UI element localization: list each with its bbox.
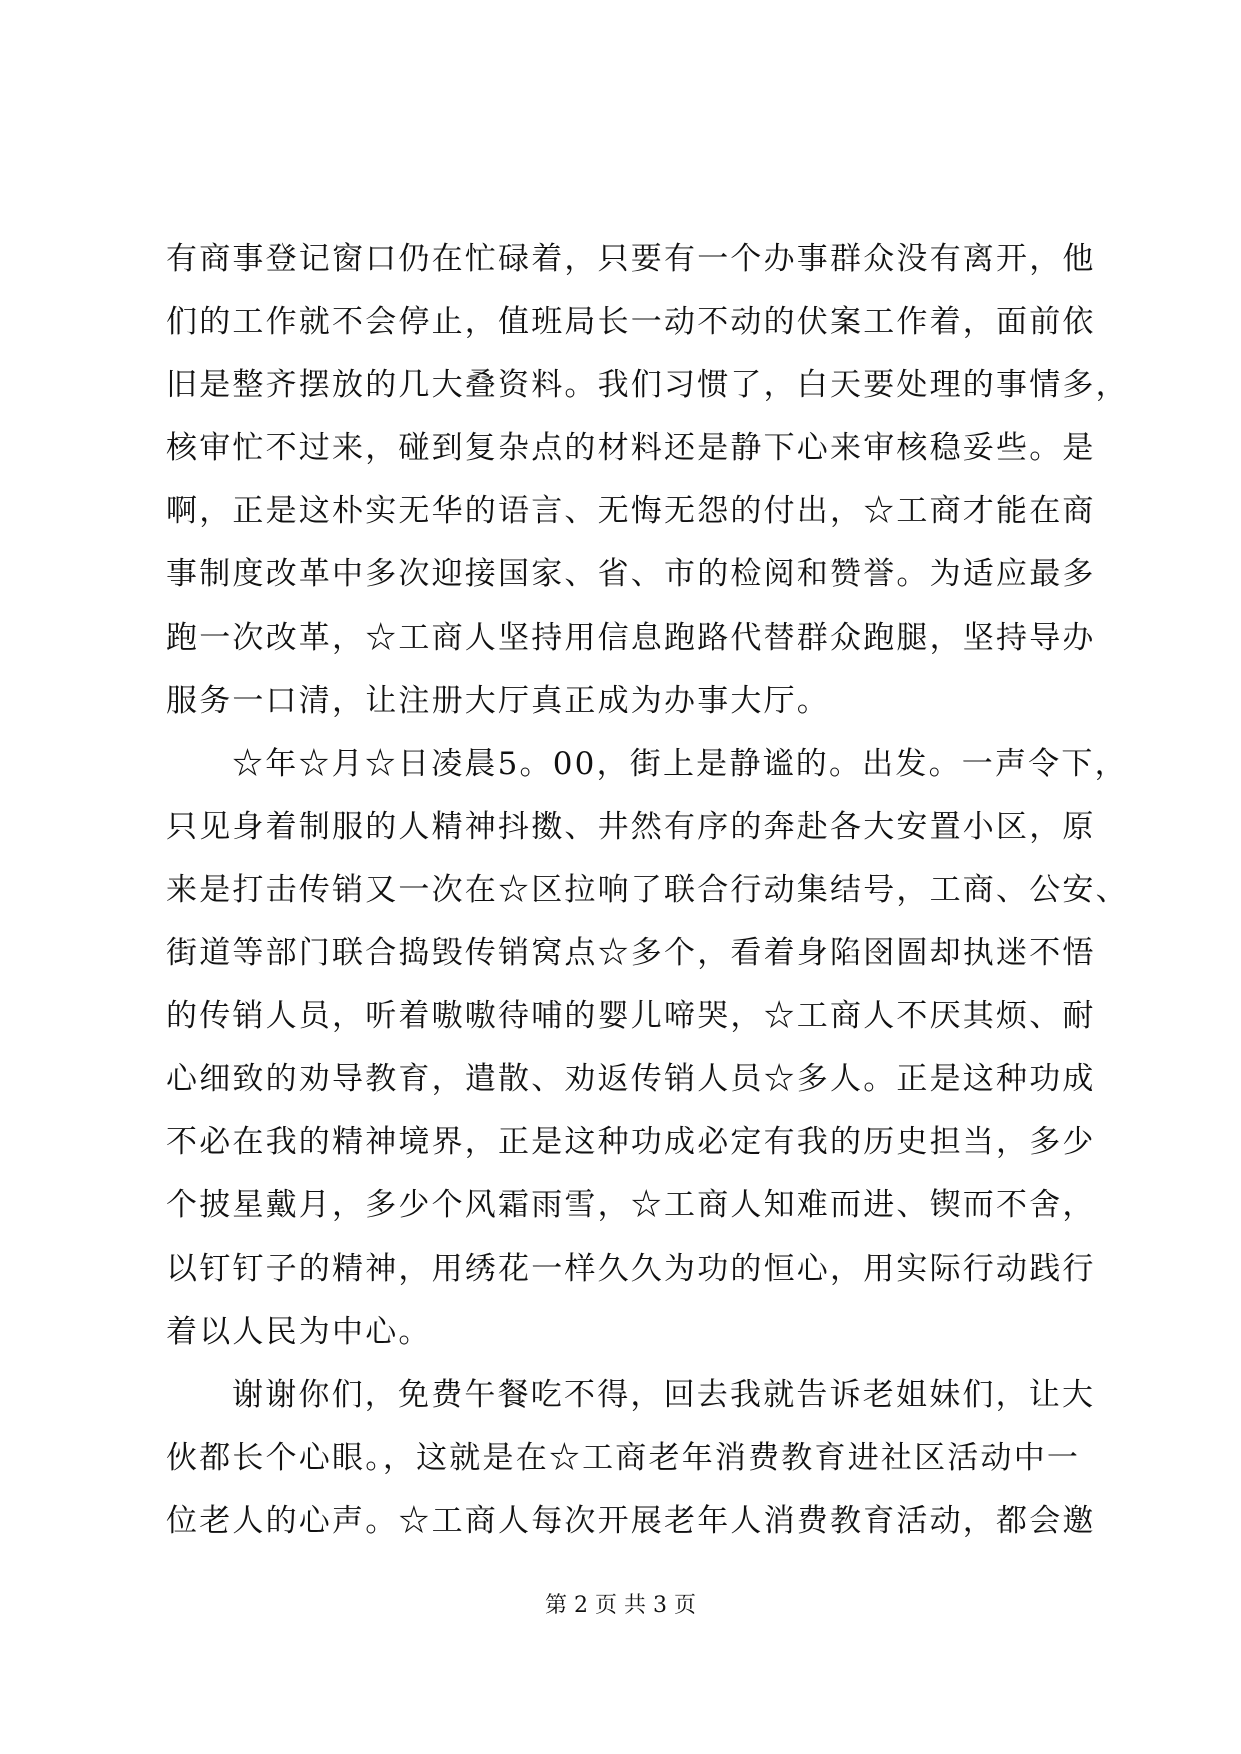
text-line: 跑一次改革，☆工商人坚持用信息跑路代替群众跑腿，坚持导办 bbox=[166, 619, 1096, 656]
text-line: 只见身着制服的人精神抖擞、井然有序的奔赴各大安置小区，原 bbox=[166, 808, 1096, 845]
text-line: 旧是整齐摆放的几大叠资料。我们习惯了，白天要处理的事情多， bbox=[166, 367, 1129, 404]
text-line: 的传销人员，听着嗷嗷待哺的婴儿啼哭，☆工商人不厌其烦、耐 bbox=[166, 998, 1096, 1035]
text-line: 街道等部门联合捣毁传销窝点☆多个，看着身陷囹圄却执迷不悟 bbox=[166, 935, 1096, 972]
text-line: 啊，正是这朴实无华的语言、无悔无怨的付出，☆工商才能在商 bbox=[166, 493, 1096, 530]
text-line: 事制度改革中多次迎接国家、省、市的检阅和赞誉。为适应最多 bbox=[166, 556, 1096, 593]
text-line: 服务一口清，让注册大厅真正成为办事大厅。 bbox=[166, 682, 830, 719]
text-line: 来是打击传销又一次在☆区拉响了联合行动集结号，工商、公安、 bbox=[166, 871, 1129, 908]
page-number-footer: 第 2 页 共 3 页 bbox=[545, 1593, 696, 1618]
text-line: 个披星戴月，多少个风霜雨雪，☆工商人知难而进、锲而不舍， bbox=[166, 1187, 1096, 1224]
text-line: 位老人的心声。☆工商人每次开展老年人消费教育活动，都会邀 bbox=[166, 1502, 1096, 1539]
text-line: 以钉钉子的精神，用绣花一样久久为功的恒心，用实际行动践行 bbox=[166, 1250, 1096, 1287]
text-line: 有商事登记窗口仍在忙碌着，只要有一个办事群众没有离开，他 bbox=[166, 241, 1096, 277]
text-line: 着以人民为中心。 bbox=[166, 1313, 432, 1350]
text-line: 核审忙不过来，碰到复杂点的材料还是静下心来审核稳妥些。是 bbox=[166, 430, 1096, 467]
text-line: 不必在我的精神境界，正是这种功成必定有我的历史担当，多少 bbox=[166, 1124, 1096, 1161]
text-line: 伙都长个心眼。，这就是在☆工商老年消费教育进社区活动中一 bbox=[166, 1439, 1081, 1476]
paragraph-start-line: ☆年☆月☆日凌晨5。00，街上是静谧的。出发。一声令下， bbox=[232, 745, 1128, 782]
paragraph-start-line: 谢谢你们，免费午餐吃不得，回去我就告诉老姐妹们，让大 bbox=[232, 1376, 1096, 1413]
text-line: 心细致的劝导教育，遣散、劝返传销人员☆多人。正是这种功成 bbox=[166, 1061, 1096, 1098]
body-text bbox=[166, 228, 1129, 1553]
text-line: 们的工作就不会停止，值班局长一动不动的伏案工作着，面前依 bbox=[166, 304, 1096, 341]
